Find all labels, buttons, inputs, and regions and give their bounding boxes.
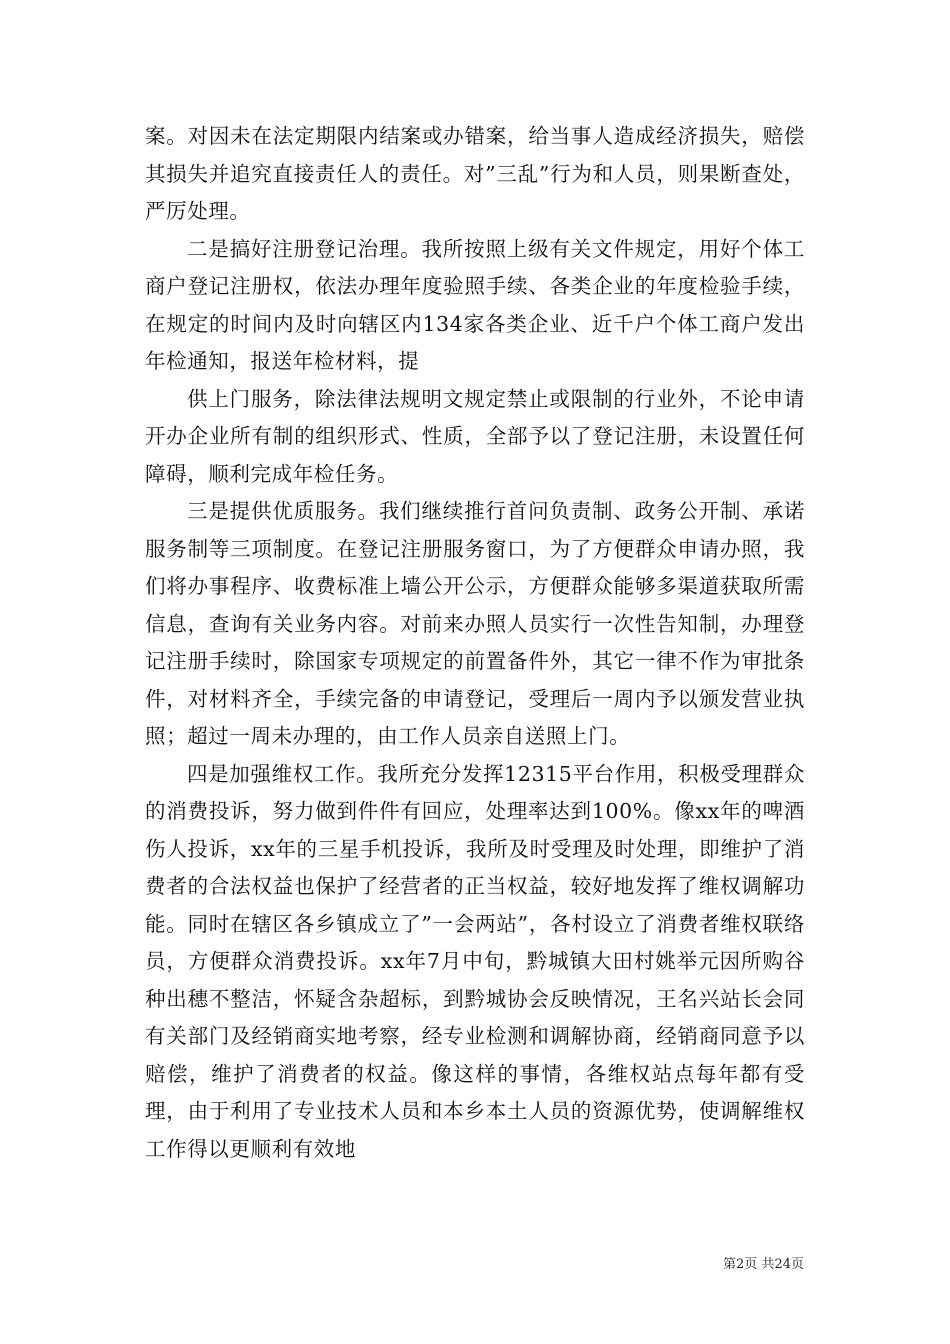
footer-current-page: 2 (736, 1257, 745, 1272)
document-body (145, 118, 805, 1168)
paragraph-3: 供上门服务，除法律法规明文规定禁止或限制的行业外，不论申请开办企业所有制的组织形式、性质，全部予以了登记注册，未设置任何障碍，顺利完成年检任务。 (145, 386, 805, 486)
footer-total-pages: 24 (774, 1257, 791, 1272)
paragraph-5: 四是加强维权工作。我所充分发挥12315平台作用，积极受理群众的消费投诉，努力做到件件有回应，处理率达到100%。像xx年的啤酒伤人投诉，xx年的三星手机投诉，我所及时受理及时处理，即维护了消费者的合法权益也保护了经营者的正当权益，较好地发挥了维权调解功能。同时在辖区各乡镇成立了”一会两站”，各村设立了消费者维权联络员，方便群众消费投诉。xx年7月中旬，黔城镇大田村姚举元因所购谷种出穗不整洁，怀疑含杂超标，到黔城协会反映情况，王名兴站长会同有关部门及经销商实地考察，经专业检测和调解协商，经销商同意予以赔偿，维护了消费者的权益。像这样的事情，各维权站点每年都有受理，由于利用了专业技术人员和本乡本土人员的资源优势，使调解维权工作得以更顺利有效地 (145, 761, 805, 1161)
paragraph-2: 二是搞好注册登记治理。我所按照上级有关文件规定，用好个体工商户登记注册权，依法办理年度验照手续、各类企业的年度检验手续，在规定的时间内及时向辖区内134家各类企业、近千户个体工商户发出年检通知，报送年检材料，提 (145, 236, 805, 373)
paragraph-1: 案。对因未在法定期限内结案或办错案，给当事人造成经济损失，赔偿其损失并追究直接责任人的责任。对”三乱”行为和人员，则果断查处，严厉处理。 (145, 124, 805, 223)
paragraph-4: 三是提供优质服务。我们继续推行首问负责制、政务公开制、承诺服务制等三项制度。在登记注册服务窗口，为了方便群众申请办照，我们将办事程序、收费标准上墙公开公示，方便群众能够多渠道获取所需信息，查询有关业务内容。对前来办照人员实行一次性告知制，办理登记注册手续时，除国家专项规定的前置备件外，其它一律不作为审批条件，对材料齐全，手续完备的申请登记，受理后一周内予以颁发营业执照；超过一周未办理的，由工作人员亲自送照上门。 (145, 499, 805, 748)
page-number-footer (723, 1256, 804, 1274)
footer-suffix: 页 (790, 1257, 804, 1272)
footer-middle: 页 共 (744, 1257, 775, 1272)
footer-prefix: 第 (723, 1257, 737, 1272)
